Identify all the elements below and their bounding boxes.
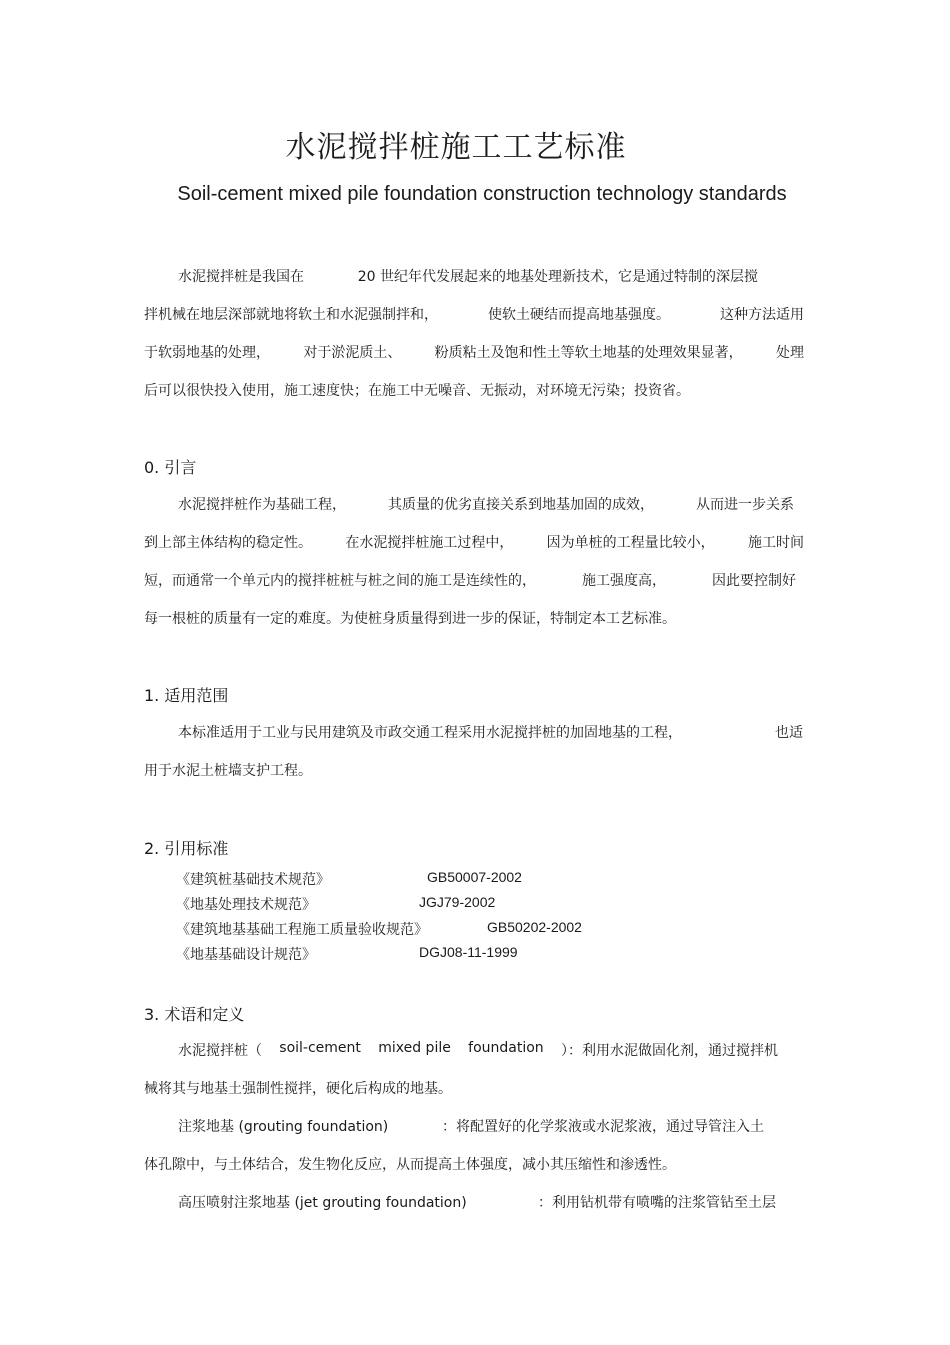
reference-name: 《建筑地基基础工程施工质量验收规范》 [176,922,428,938]
section-3-heading: 3. 术语和定义 [144,1005,245,1024]
reference-code: DGJ08-11-1999 [419,944,518,960]
section-3-line-3: 注浆地基 (grouting foundation) ：将配置好的化学浆液或水泥浆液，通过导管注入土 [178,1119,764,1135]
reference-name: 《地基基础设计规范》 [176,947,316,963]
intro-line-3: 于软弱地基的处理， 对于淤泥质土、 粉质粘土及饱和性土等软土地基的处理效果显著， 处理 [144,345,804,361]
section-0-line-4: 每一根桩的质量有一定的难度。为使桩身质量得到进一步的保证，特制定本工艺标准。 [144,611,676,627]
reference-code: GB50202-2002 [487,919,582,935]
section-0-line-1: 水泥搅拌桩作为基础工程， 其质量的优劣直接关系到地基加固的成效， 从而进一步关系 [178,497,794,513]
reference-code: JGJ79-2002 [419,894,496,910]
section-3-line-4: 体孔隙中，与土体结合，发生物化反应，从而提高土体强度，减小其压缩性和渗透性。 [144,1157,676,1173]
section-0-heading: 0. 引言 [144,458,197,477]
section-3-line-1: 水泥搅拌桩（ soil-cement mixed pile foundation ）：利用水泥做固化剂，通过搅拌机 [178,1040,778,1059]
intro-line-2: 拌机械在地层深部就地将软土和水泥强制拌和， 使软土硬结而提高地基强度。 这种方法适用 [144,307,804,323]
section-3-line-2: 械将其与地基土强制性搅拌，硬化后构成的地基。 [144,1081,452,1097]
section-1-line-1: 本标准适用于工业与民用建筑及市政交通工程采用水泥搅拌桩的加固地基的工程， 也适 [178,725,803,741]
document-title-chinese: 水泥搅拌桩施工工艺标准 [285,130,627,165]
section-1-heading: 1. 适用范围 [144,686,229,705]
intro-line-4: 后可以很快投入使用，施工速度快；在施工中无噪音、无振动，对环境无污染；投资省。 [144,383,690,399]
section-1-line-2: 用于水泥土桩墙支护工程。 [144,763,312,779]
section-0-line-3: 短，而通常一个单元内的搅拌桩桩与桩之间的施工是连续性的， 施工强度高， 因此要控制好 [144,573,796,589]
reference-name: 《地基处理技术规范》 [176,897,316,913]
section-0-line-2: 到上部主体结构的稳定性。 在水泥搅拌桩施工过程中， 因为单桩的工程量比较小， 施工时间 [144,535,804,551]
reference-name: 《建筑桩基础技术规范》 [176,872,330,888]
reference-code: GB50007-2002 [427,869,522,885]
intro-line-1: 水泥搅拌桩是我国在 20 世纪年代发展起来的地基处理新技术，它是通过特制的深层搅 [178,269,758,285]
section-3-line-5: 高压喷射注浆地基 (jet grouting foundation) ：利用钻机带有喷嘴的注浆管钻至土层 [178,1195,776,1211]
document-title-english: Soil-cement mixed pile foundation construction technology standards [177,183,787,205]
section-2-heading: 2. 引用标准 [144,839,229,858]
